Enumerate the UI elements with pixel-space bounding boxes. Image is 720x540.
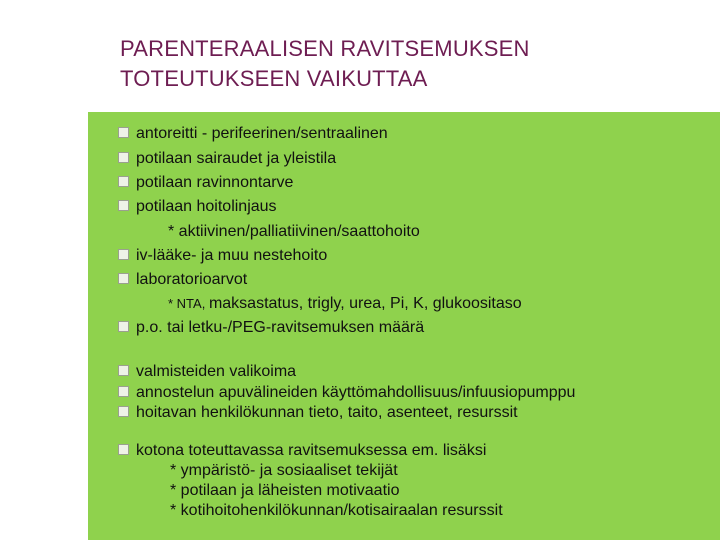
bullet-item: [136, 124, 388, 144]
bullet-item: [136, 270, 247, 290]
bullet-text: antoreitti - perifeerinen/sentraalinen: [136, 125, 388, 142]
sub-text: * kotihoitohenkilökunnan/kotisairaalan resurssit: [170, 502, 503, 519]
bullet-item: [136, 383, 575, 403]
bullet-text: valmisteiden valikoima: [136, 363, 297, 380]
bullet-item: [136, 173, 293, 193]
bullet-item: [136, 197, 277, 217]
sub-item: [168, 294, 522, 314]
sub-item: [170, 461, 398, 481]
sub-prefix: * NTA,: [168, 296, 209, 311]
title-line-1: PARENTERAALISEN RAVITSEMUKSEN: [120, 36, 530, 61]
bullet-item: [136, 403, 518, 423]
bullet-box-icon: [118, 127, 129, 138]
bullet-text: laboratorioarvot: [136, 271, 248, 288]
sub-item: [170, 501, 503, 521]
sub-text: * aktiivinen/palliatiivinen/saattohoito: [168, 223, 420, 240]
bullet-text: hoitavan henkilökunnan tieto, taito, asenteet, resurssit: [136, 404, 518, 421]
bullet-text: annostelun apuvälineiden käyttömahdollisuus/infuusiopumppu: [136, 384, 576, 401]
sub-text: * ympäristö- ja sosiaaliset tekijät: [170, 462, 398, 479]
bullet-text: p.o. tai letku-/PEG-ravitsemuksen määrä: [136, 319, 425, 336]
slide-title: [120, 34, 530, 94]
sub-item: [170, 481, 399, 501]
sub-text: * potilaan ja läheisten motivaatio: [170, 482, 400, 499]
bullet-box-icon: [118, 444, 129, 455]
bullet-item: [136, 441, 486, 461]
sub-item: [168, 222, 420, 242]
bullet-text: potilaan sairaudet ja yleistila: [136, 150, 337, 167]
bullet-item: [136, 362, 296, 382]
bullet-box-icon: [118, 386, 129, 397]
bullet-box-icon: [118, 273, 129, 284]
bullet-box-icon: [118, 406, 129, 417]
bullet-box-icon: [118, 365, 129, 376]
bullet-box-icon: [118, 200, 129, 211]
sub-text: maksastatus, trigly, urea, Pi, K, glukoositaso: [208, 295, 522, 312]
bullet-box-icon: [118, 176, 129, 187]
bullet-text: potilaan hoitolinjaus: [136, 198, 277, 215]
bullet-text: kotona toteuttavassa ravitsemuksessa em. lisäksi: [136, 442, 487, 459]
bullet-item: [136, 149, 336, 169]
bullet-box-icon: [118, 249, 129, 260]
bullet-box-icon: [118, 152, 129, 163]
bullet-item: [136, 246, 327, 266]
bullet-text: potilaan ravinnontarve: [136, 174, 294, 191]
bullet-item: [136, 318, 424, 338]
bullet-text: iv-lääke- ja muu nestehoito: [136, 247, 328, 264]
title-line-2: TOTEUTUKSEEN VAIKUTTAA: [120, 66, 428, 91]
bullet-box-icon: [118, 321, 129, 332]
